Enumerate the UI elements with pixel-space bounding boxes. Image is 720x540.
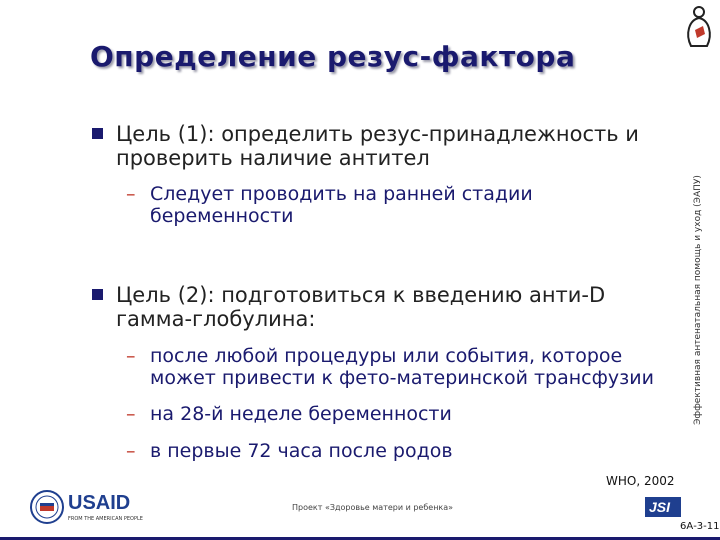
dash-marker: – bbox=[126, 403, 136, 425]
sub-item-week-28 bbox=[126, 403, 452, 425]
sub-item-procedure bbox=[126, 345, 654, 389]
sub-item-text: в первые 72 часа после родов bbox=[150, 440, 453, 462]
usaid-logo bbox=[30, 490, 150, 526]
bullet-square-icon bbox=[92, 289, 103, 300]
bullet-square-icon bbox=[92, 128, 103, 139]
footer-project: Проект «Здоровье матери и ребенка» bbox=[292, 503, 454, 512]
bullet-text: Цель (1): определить резус-принадлежность и проверить наличие антител bbox=[116, 122, 639, 170]
usaid-tagline: FROM THE AMERICAN PEOPLE bbox=[68, 516, 143, 522]
dash-marker: – bbox=[126, 345, 136, 367]
sub-item-text: после любой процедуры или события, которое может привести к фето-материнской трансфузии bbox=[150, 345, 654, 389]
page-title: Определение резус-фактора bbox=[90, 40, 576, 73]
slide-id: 6А-3-11 bbox=[680, 521, 720, 532]
sub-item-72-hours bbox=[126, 440, 453, 462]
jsi-logo-text: JSI bbox=[649, 499, 671, 515]
bullet-goal-1 bbox=[92, 122, 639, 170]
sub-item-text: на 28-й неделе беременности bbox=[150, 403, 452, 425]
usaid-name: USAID bbox=[68, 492, 131, 514]
sub-item-text: Следует проводить на ранней стадии беременности bbox=[150, 183, 533, 227]
bullet-text: Цель (2): подготовиться к введению анти-D гамма-глобулина: bbox=[116, 283, 606, 331]
source-citation: WHO, 2002 bbox=[606, 474, 675, 488]
dash-marker: – bbox=[126, 183, 136, 205]
bullet-goal-2 bbox=[92, 283, 605, 331]
side-caption-text: Эффективная антенатальная помощь и уход (ЭАПУ) bbox=[693, 175, 703, 425]
jsi-logo bbox=[645, 497, 681, 517]
usaid-seal-icon bbox=[30, 490, 64, 524]
side-caption bbox=[693, 150, 707, 450]
dash-marker: – bbox=[126, 440, 136, 462]
sub-item-early bbox=[126, 183, 533, 227]
mother-child-logo-icon bbox=[683, 4, 715, 48]
